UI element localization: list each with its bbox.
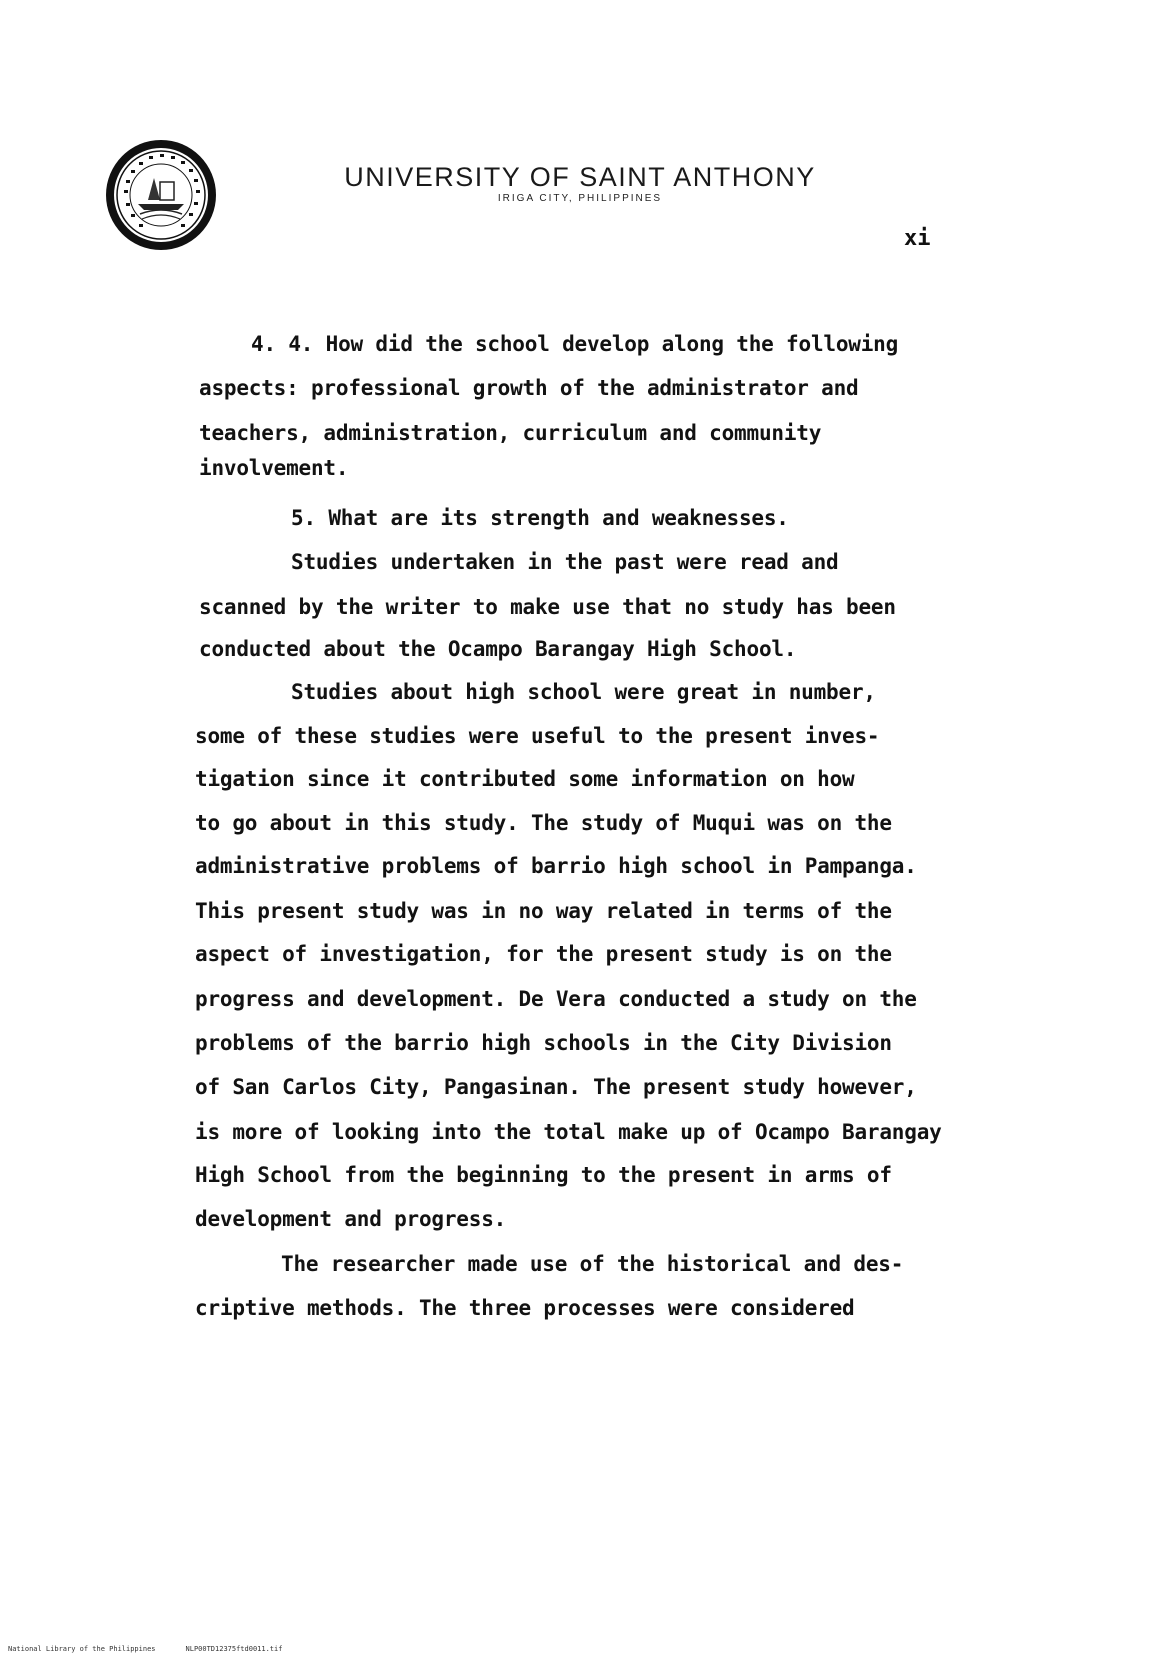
body-line: High School from the beginning to the present in arms of	[195, 1163, 892, 1187]
body-line: to go about in this study. The study of Muqui was on the	[195, 811, 892, 835]
body-line: problems of the barrio high schools in the City Division	[195, 1031, 892, 1055]
body-line: teachers, administration, curriculum and community	[199, 421, 822, 445]
footer-library: National Library of the Philippines	[8, 1645, 156, 1653]
university-location: IRIGA CITY, PHILIPPINES	[497, 193, 663, 204]
body-line: scanned by the writer to make use that no study has been	[199, 595, 896, 619]
body-line: of San Carlos City, Pangasinan. The present study however,	[195, 1075, 917, 1099]
body-line: aspects: professional growth of the administrator and	[199, 376, 859, 400]
body-line: involvement.	[199, 456, 349, 480]
letterhead	[300, 162, 860, 204]
body-line: 4. 4. How did the school develop along the following	[251, 332, 899, 356]
body-line: development and progress.	[195, 1207, 507, 1231]
scan-footer	[8, 1645, 312, 1653]
body-line: progress and development. De Vera conducted a study on the	[195, 987, 917, 1011]
body-line: aspect of investigation, for the present study is on the	[195, 942, 892, 966]
body-line: Studies about high school were great in number,	[291, 680, 876, 704]
body-line: tigation since it contributed some information on how	[195, 767, 855, 791]
body-line: is more of looking into the total make up of Ocampo Barangay	[195, 1120, 942, 1144]
body-line: The researcher made use of the historical and des-	[281, 1252, 904, 1276]
body-line: 5. What are its strength and weaknesses.	[291, 506, 789, 530]
body-line: Studies undertaken in the past were read and	[291, 550, 839, 574]
body-line: some of these studies were useful to the present inves-	[195, 724, 880, 748]
university-name: UNIVERSITY OF SAINT ANTHONY	[344, 162, 816, 192]
footer-file: NLP00TD12375ftd0011.tif	[185, 1645, 283, 1653]
university-seal-icon	[104, 138, 218, 252]
page-number: xi	[904, 226, 931, 251]
body-line: administrative problems of barrio high school in Pampanga.	[195, 854, 917, 878]
body-line: This present study was in no way related in terms of the	[195, 899, 892, 923]
body-line: criptive methods. The three processes were considered	[195, 1296, 855, 1320]
body-line: conducted about the Ocampo Barangay High School.	[199, 637, 797, 661]
